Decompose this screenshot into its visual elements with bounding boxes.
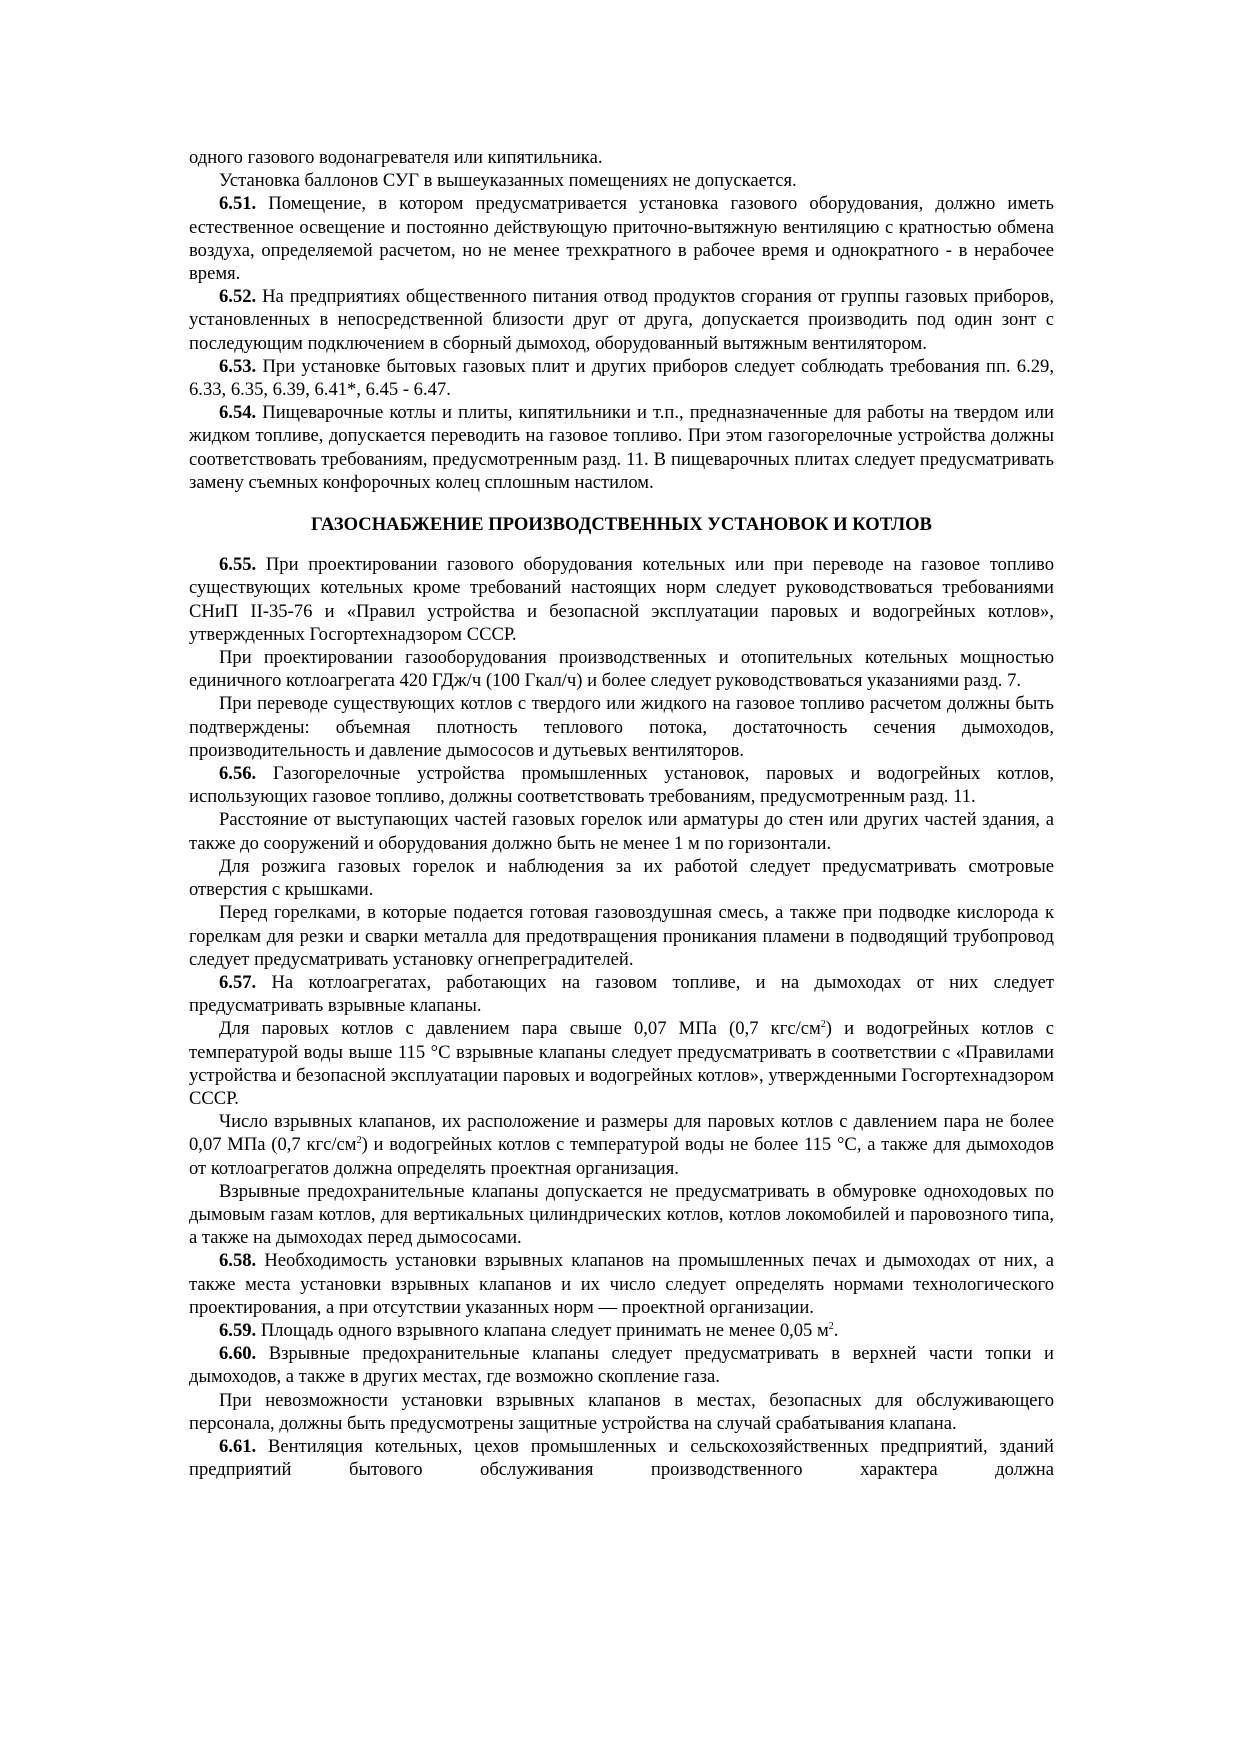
paragraph-6-58: 6.58. Необходимость установки взрывных клапанов на промышленных печах и дымоходах от них, а также места установки взрывных клапанов и их число следует определять нормами технологического проектирования, а при отсутствии указанных норм — проектной организации. — [189, 1250, 1054, 1318]
paragraph-6-54: 6.54. Пищеварочные котлы и плиты, кипятильники и т.п., предназначенные для работы на твердом или жидком топливе, допускается переводить на газовое топливо. При этом газогорелочные устройства должны соответствовать требованиям, предусмотренным разд. 11. В пищеварочных плитах следует предусматривать замену съемных конфорочных колец сплошным настилом. — [189, 402, 1054, 493]
paragraph-6-61: 6.61. Вентиляция котельных, цехов промышленных и сельскохозяйственных предприятий, зданий предприятий бытового обслуживания производственного характера должна — [189, 1435, 1054, 1481]
paragraph-6-56: 6.56. Газогорелочные устройства промышленных установок, паровых и водогрейных котлов, использующих газовое топливо, должны соответствовать требованиям, предусмотренным разд. 11. — [189, 763, 1054, 808]
paragraph-6-56-d: Перед горелками, в которые подается готовая газовоздушная смесь, а также при подводке кислорода к горелкам для резки и сварки металла для предотвращения проникания пламени в подводящий трубопровод следует предусматривать установку огнепреградителей. — [189, 902, 1054, 970]
paragraph-6-57-c: Число взрывных клапанов, их расположение и размеры для паровых котлов с давлением пара не более 0,07 МПа (0,7 кгс/$см^2$) и водогрейных котлов с температурой воды не более 115 °С, а также для дымоходов от котлоагрегатов должна определять проектная организация. — [189, 1111, 1054, 1179]
paragraph-6-55: 6.55. При проектировании газового оборудования котельных или при переводе на газовое топливо существующих котельных кроме требований настоящих норм следует руководствоваться требованиями СНиП II-35-76 и «Правил устройства и безопасной эксплуатации паровых и водогрейных котлов», утвержденных Госгортехнадзором СССР. — [189, 554, 1054, 645]
clause-number: 6.58. — [219, 1250, 257, 1272]
clause-number: 6.53. — [219, 355, 257, 377]
paragraph-6-57: 6.57. На котлоагрегатах, работающих на газовом топливе, и на дымоходах от них следует предусматривать взрывные клапаны. — [189, 971, 1054, 1017]
paragraph-6-60: 6.60. Взрывные предохранительные клапаны следует предусматривать в верхней части топки и дымоходов, а также в других местах, где возможно скопление газа. — [189, 1343, 1054, 1388]
clause-number: 6.55. — [219, 554, 257, 576]
paragraph-6-52: 6.52. На предприятиях общественного питания отвод продуктов сгорания от группы газовых приборов, установленных в непосредственной близости друг от друга, допускается производить под один зонт с последующим подключением в сборный дымоход, оборудованный вытяжным вентилятором. — [189, 286, 1054, 354]
paragraph-continuation: одного газового водонагревателя или кипятильника. — [189, 147, 603, 168]
paragraph-6-55-c: При переводе существующих котлов с твердого или жидкого на газовое топливо расчетом должны быть подтверждены: объемная плотность теплового потока, достаточность сечения дымоходов, производительность и давление дымососов и дутьевых вентиляторов. — [189, 693, 1054, 761]
clause-number: 6.57. — [219, 971, 257, 993]
clause-number: 6.59. — [219, 1319, 257, 1341]
section-heading: ГАЗОСНАБЖЕНИЕ ПРОИЗВОДСТВЕННЫХ УСТАНОВОК И КОТЛОВ — [311, 514, 932, 536]
clause-number: 6.60. — [219, 1343, 257, 1365]
paragraph-lpg-prohibition: Установка баллонов СУГ в вышеуказанных помещениях не допускается. — [219, 170, 797, 192]
paragraph-6-56-b: Расстояние от выступающих частей газовых горелок или арматуры до стен или других частей здания, а также до сооружений и оборудования должно быть не менее 1 м по горизонтали. — [189, 809, 1054, 854]
paragraph-6-60-b: При невозможности установки взрывных клапанов в местах, безопасных для обслуживающего персонала, должны быть предусмотрены защитные устройства на случай срабатывания клапана. — [189, 1389, 1054, 1434]
paragraph-6-57-b: Для паровых котлов с давлением пара свыше 0,07 МПа (0,7 кгс/$см^2$) и водогрейных котлов с температурой воды выше 115 °С взрывные клапаны следует предусматривать в соответствии с «Правилами устройства и безопасной эксплуатации паровых и водогрейных котлов», утвержденными Госгортехнадзором СССР. — [189, 1018, 1055, 1109]
paragraph-6-53: 6.53. При установке бытовых газовых плит и других приборов следует соблюдать требования пп. 6.29, 6.33, 6.35, 6.39, 6.41*, 6.45 - 6.47. — [189, 355, 1054, 401]
clause-number: 6.52. — [219, 286, 257, 308]
paragraph-6-51: 6.51. Помещение, в котором предусматривается установка газового оборудования, должно иметь естественное освещение и постоянно действующую приточно-вытяжную вентиляцию с кратностью обмена воздуха, определяемой расчетом, но не менее трехкратного в рабочее время и однократного - в нерабочее время. — [189, 193, 1054, 285]
clause-number: 6.51. — [219, 193, 257, 215]
paragraph-6-59: 6.59. Площадь одного взрывного клапана следует принимать не менее 0,05 $м^2$. — [219, 1319, 839, 1341]
clause-number: 6.54. — [219, 402, 257, 424]
clause-number: 6.56. — [219, 763, 257, 785]
paragraph-6-56-c: Для розжига газовых горелок и наблюдения за их работой следует предусматривать смотровые отверстия с крышками. — [189, 855, 1054, 901]
paragraph-6-55-b: При проектировании газооборудования производственных и отопительных котельных мощностью единичного котлоагрегата 420 ГДж/ч (100 Гкал/ч) и более следует руководствоваться указаниями разд. 7. — [189, 647, 1054, 692]
paragraph-6-57-d: Взрывные предохранительные клапаны допускается не предусматривать в обмуровке одноходовых по дымовым газам котлов, для вертикальных цилиндрических котлов, котлов локомобилей и паровозного типа, а также на дымоходах перед дымососами. — [189, 1180, 1054, 1249]
clause-number: 6.61. — [219, 1435, 257, 1457]
